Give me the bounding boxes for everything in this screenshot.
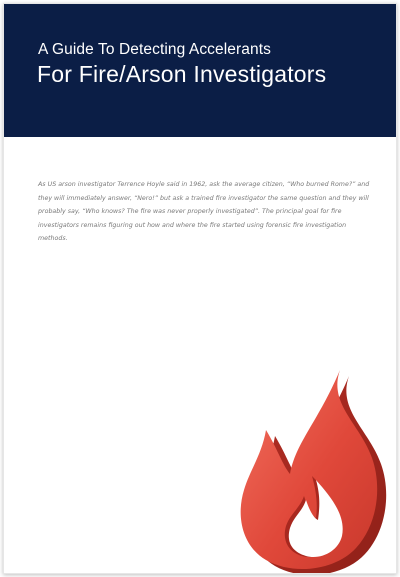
cover-title-line1: A Guide To Detecting Accelerants (38, 41, 271, 58)
fire-icon (232, 366, 397, 574)
intro-paragraph: As US arson investigator Terrence Hoyle said in 1962, ask the average citizen, “Who burned Rome?” and they will immediately answer, “Nero!” but ask a trained fire investigator the same question and they will probably say, “Who knows? The fire was never properly investigated”. The principal goal for fire investigators remains figuring out how and where the fire started using forensic fire investigation methods. (38, 181, 370, 242)
cover-header (4, 4, 396, 137)
cover-title-line2: For Fire/Arson Investigators (37, 61, 327, 87)
brochure-cover (3, 3, 397, 574)
